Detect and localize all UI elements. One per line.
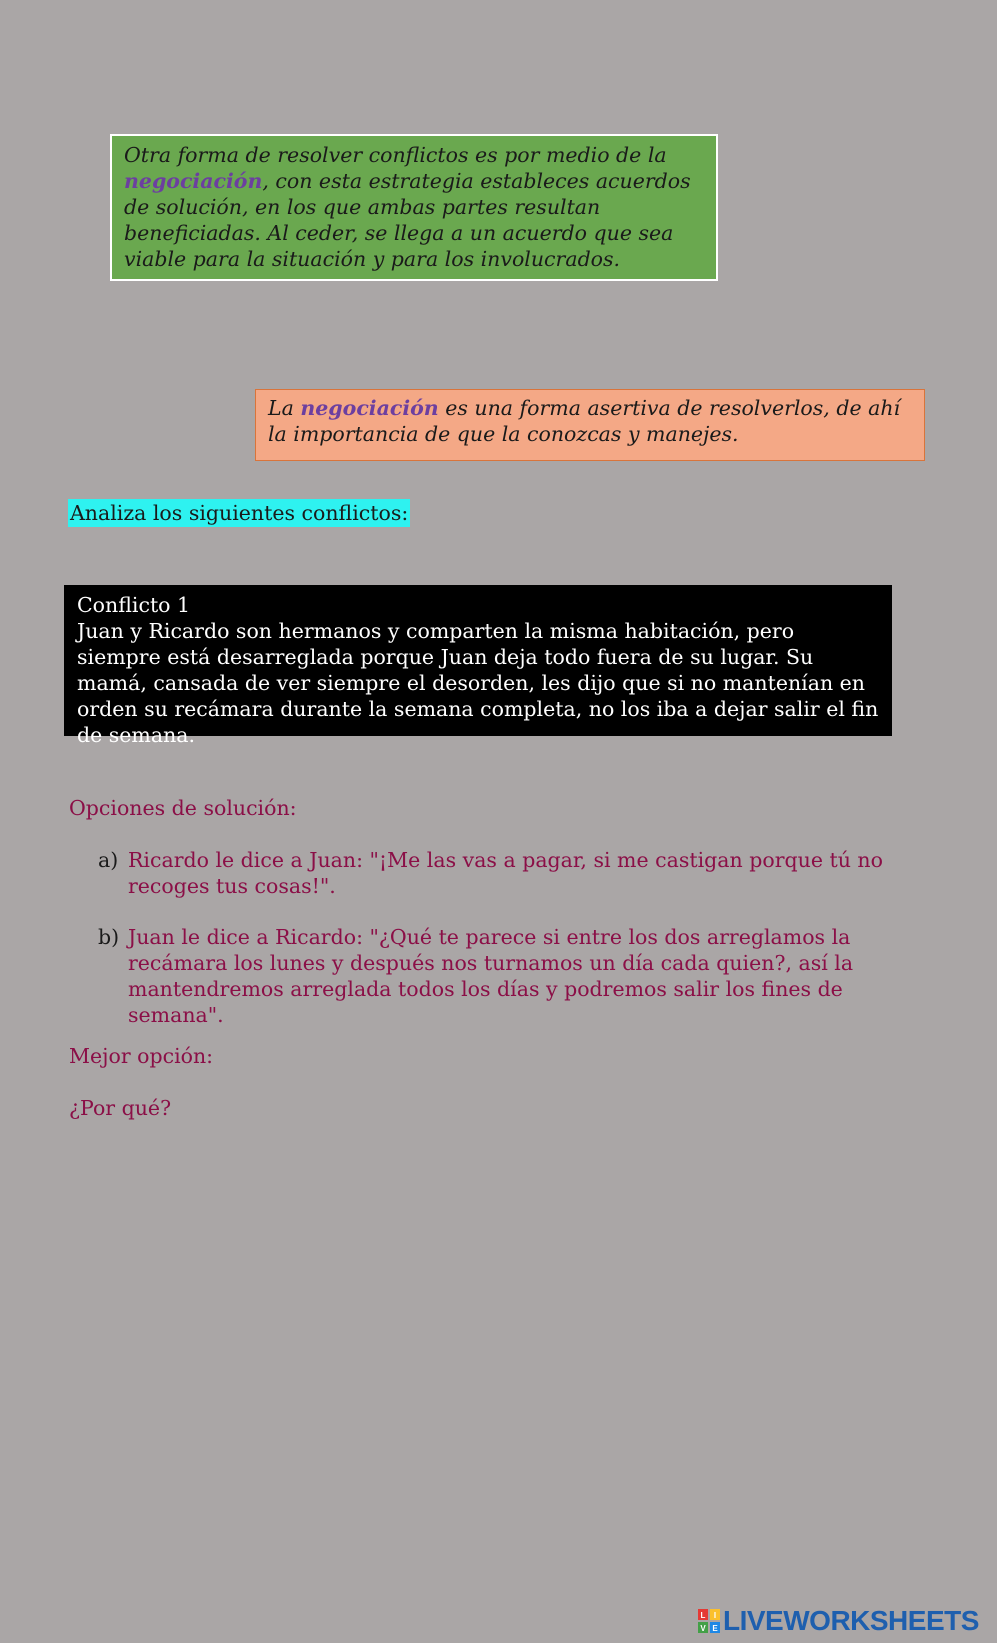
liveworksheets-brand (698, 1606, 979, 1636)
option-b (98, 924, 928, 1028)
logo-letter-l: L (700, 1611, 706, 1620)
negotiation-assertive-box (255, 389, 925, 461)
conflict-body: Juan y Ricardo son hermanos y comparten la misma habitación, pero siempre está desarreglada porque Juan deja todo fuera de su lugar. Su mamá, cansada de ver siempre el desorden, les dijo que si no mantenían en orden su recámara durante la semana completa, no los iba a dejar salir el fin de semana. (77, 619, 879, 747)
intro-text-after: , con esta estrategia estableces acuerdos de solución, en los que ambas partes resultan beneficiadas. Al ceder, se llega a un acuerdo que sea viable para la situación y para los involucrados. (124, 169, 691, 271)
logo-letter-v: V (700, 1624, 706, 1633)
option-a (98, 847, 928, 899)
option-b-text: Juan le dice a Ricardo: "¿Qué te parece si entre los dos arreglamos la recámara los lunes y después nos turnamos un día cada quien?, así la mantendremos arreglada todos los días y podremos salir los fines de semana". (128, 925, 854, 1027)
assertive-text-before: La (268, 396, 301, 420)
why-label: ¿Por qué? (69, 1096, 172, 1120)
intro-text-before: Otra forma de resolver conflictos es por medio de la (124, 143, 667, 167)
option-b-letter: b) (98, 925, 120, 949)
conflict-title: Conflicto 1 (77, 593, 191, 617)
assertive-keyword: negociación (300, 396, 439, 420)
logo-letter-i: I (713, 1611, 717, 1620)
instruction-heading: Analiza los siguientes conflictos: (70, 501, 409, 525)
brand-name: LIVEWORKSHEETS (723, 1605, 979, 1636)
option-a-letter: a) (98, 848, 119, 872)
options-heading: Opciones de solución: (69, 796, 297, 820)
best-option-label: Mejor opción: (69, 1044, 214, 1068)
option-a-text: Ricardo le dice a Juan: "¡Me las vas a pagar, si me castigan porque tú no recoges tus cosas!". (128, 848, 883, 898)
intro-keyword: negociación (124, 169, 263, 193)
negotiation-intro-box (110, 134, 718, 281)
liveworksheets-logo-icon (698, 1609, 720, 1633)
conflict-box (64, 585, 892, 747)
assertive-text-after: es una forma asertiva de resolverlos, de ahí la importancia de que la conozcas y manejes. (268, 396, 901, 446)
logo-letter-e: E (712, 1624, 718, 1633)
